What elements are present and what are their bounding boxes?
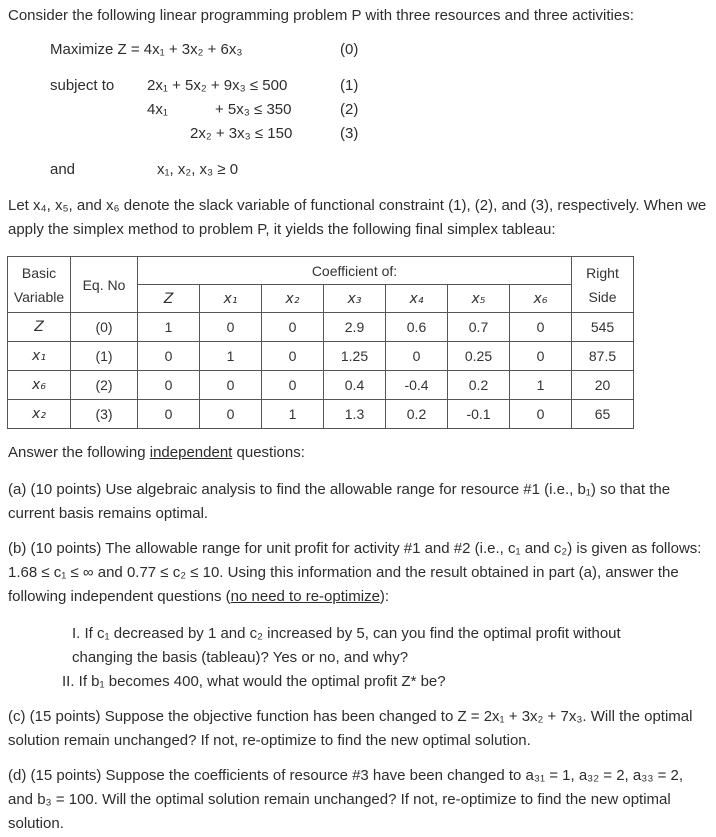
rhs-cell: 65: [572, 400, 634, 429]
value-cell: 0: [262, 342, 324, 371]
eq-cell: (0): [71, 313, 138, 342]
question-c: (c) (15 points) Suppose the objective function has been changed to Z = 2x₁ + 3x₂ + 7x₃. Will the optimal solution remain unchanged? If not, re-optimize to find the new optimal solution.: [8, 708, 693, 749]
value-cell: 0: [510, 313, 572, 342]
value-cell: 0: [386, 342, 448, 371]
col-header: x₆: [510, 285, 572, 313]
value-cell: -0.4: [386, 371, 448, 400]
table-row: [8, 400, 634, 429]
answer-intro-underlined: independent: [149, 444, 233, 461]
intro-text: Consider the following linear programming problem P with three resources and three activities:: [8, 7, 634, 24]
value-cell: 0: [200, 400, 262, 429]
value-cell: 0.25: [448, 342, 510, 371]
value-cell: 0: [262, 313, 324, 342]
question-b-underlined: no need to re-optimize: [230, 588, 380, 605]
col-header: x₅: [448, 285, 510, 313]
question-b-i: I. If c₁ decreased by 1 and c₂ increased by 5, can you find the optimal profit without changing the basis (tableau)? Yes or no, and why?: [72, 625, 621, 666]
value-cell: 1: [138, 313, 200, 342]
basic-cell: x₁: [8, 342, 71, 371]
basic-variable-header: Basic Variable: [8, 257, 71, 313]
objective-eq-number: (0): [340, 41, 359, 58]
col-header: x₂: [262, 285, 324, 313]
value-cell: 0: [510, 342, 572, 371]
rhs-cell: 20: [572, 371, 634, 400]
constraint-3: 2x₂ + 3x₃ ≤ 150: [190, 125, 293, 142]
constraint-1-number: (1): [340, 77, 359, 94]
table-row: [8, 313, 634, 342]
value-cell: 0.2: [448, 371, 510, 400]
constraint-1: 2x₁ + 5x₂ + 9x₃ ≤ 500: [147, 77, 288, 94]
question-a: (a) (10 points) Use algebraic analysis to find the allowable range for resource #1 (i.e., b₁) so that the current basis remains optimal.: [8, 481, 671, 522]
col-header: x₃: [324, 285, 386, 313]
value-cell: 0.4: [324, 371, 386, 400]
col-header: Z: [138, 285, 200, 313]
basic-cell: x₆: [8, 371, 71, 400]
value-cell: 0: [200, 313, 262, 342]
value-cell: -0.1: [448, 400, 510, 429]
value-cell: 0: [138, 371, 200, 400]
col-header: x₄: [386, 285, 448, 313]
rhs-cell: 87.5: [572, 342, 634, 371]
rhs-cell: 545: [572, 313, 634, 342]
value-cell: 0: [510, 400, 572, 429]
subject-to-label: subject to: [50, 77, 115, 94]
slack-variable-text: Let x₄, x₅, and x₆ denote the slack variable of functional constraint (1), (2), and (3), respectively. When we apply the simplex method to problem P, it yields the following final simplex tableau:: [8, 197, 707, 238]
constraint-2-left: 4x₁: [147, 101, 168, 118]
answer-intro-start: Answer the following: [8, 444, 150, 461]
value-cell: 0.7: [448, 313, 510, 342]
question-b: [8, 537, 708, 609]
value-cell: 1: [200, 342, 262, 371]
eq-cell: (1): [71, 342, 138, 371]
basic-cell: Z: [8, 313, 71, 342]
question-b-text: (b) (10 points) The allowable range for unit profit for activity #1 and #2 (i.e., c₁ and c₂) is given as follows: 1.68 ≤ c₁ ≤ ∞ and 0.77 ≤ c₂ ≤ 10. Using this information and the result obtained in part (a), answer the following independent questions (: [8, 540, 702, 605]
table-row: [8, 371, 634, 400]
constraint-3-number: (3): [340, 125, 359, 142]
eq-cell: (3): [71, 400, 138, 429]
value-cell: 1.3: [324, 400, 386, 429]
constraint-2-number: (2): [340, 101, 359, 118]
coefficient-header: Coefficient of:: [138, 257, 572, 285]
question-b-ii: II. If b₁ becomes 400, what would the optimal profit Z* be?: [62, 673, 446, 690]
objective-function: Maximize Z = 4x₁ + 3x₂ + 6x₃: [50, 41, 243, 58]
basic-cell: x₂: [8, 400, 71, 429]
simplex-tableau: [7, 256, 634, 429]
value-cell: 0.6: [386, 313, 448, 342]
question-d: (d) (15 points) Suppose the coefficients of resource #3 have been changed to a₃₁ = 1, a₃₂ = 2, a₃₃ = 2, and b₃ = 100. Will the optimal solution remain unchanged? If not, re-optimize to find the new optimal solution.: [8, 767, 684, 832]
eq-cell: (2): [71, 371, 138, 400]
value-cell: 1: [510, 371, 572, 400]
value-cell: 0: [200, 371, 262, 400]
and-label: and: [50, 161, 76, 178]
value-cell: 1.25: [324, 342, 386, 371]
answer-intro: [8, 443, 305, 463]
answer-intro-end: questions:: [232, 444, 305, 461]
value-cell: 0: [138, 400, 200, 429]
eq-no-header: Eq. No: [71, 257, 138, 313]
nonnegativity-constraint: x₁, x₂, x₃ ≥ 0: [157, 161, 239, 178]
value-cell: 0: [262, 371, 324, 400]
col-header: x₁: [200, 285, 262, 313]
constraint-2-right: + 5x₃ ≤ 350: [215, 101, 292, 118]
value-cell: 0: [138, 342, 200, 371]
table-row: [8, 342, 634, 371]
right-side-header: Right Side: [572, 257, 634, 313]
value-cell: 0.2: [386, 400, 448, 429]
question-b-end: ):: [379, 588, 390, 605]
value-cell: 1: [262, 400, 324, 429]
value-cell: 2.9: [324, 313, 386, 342]
